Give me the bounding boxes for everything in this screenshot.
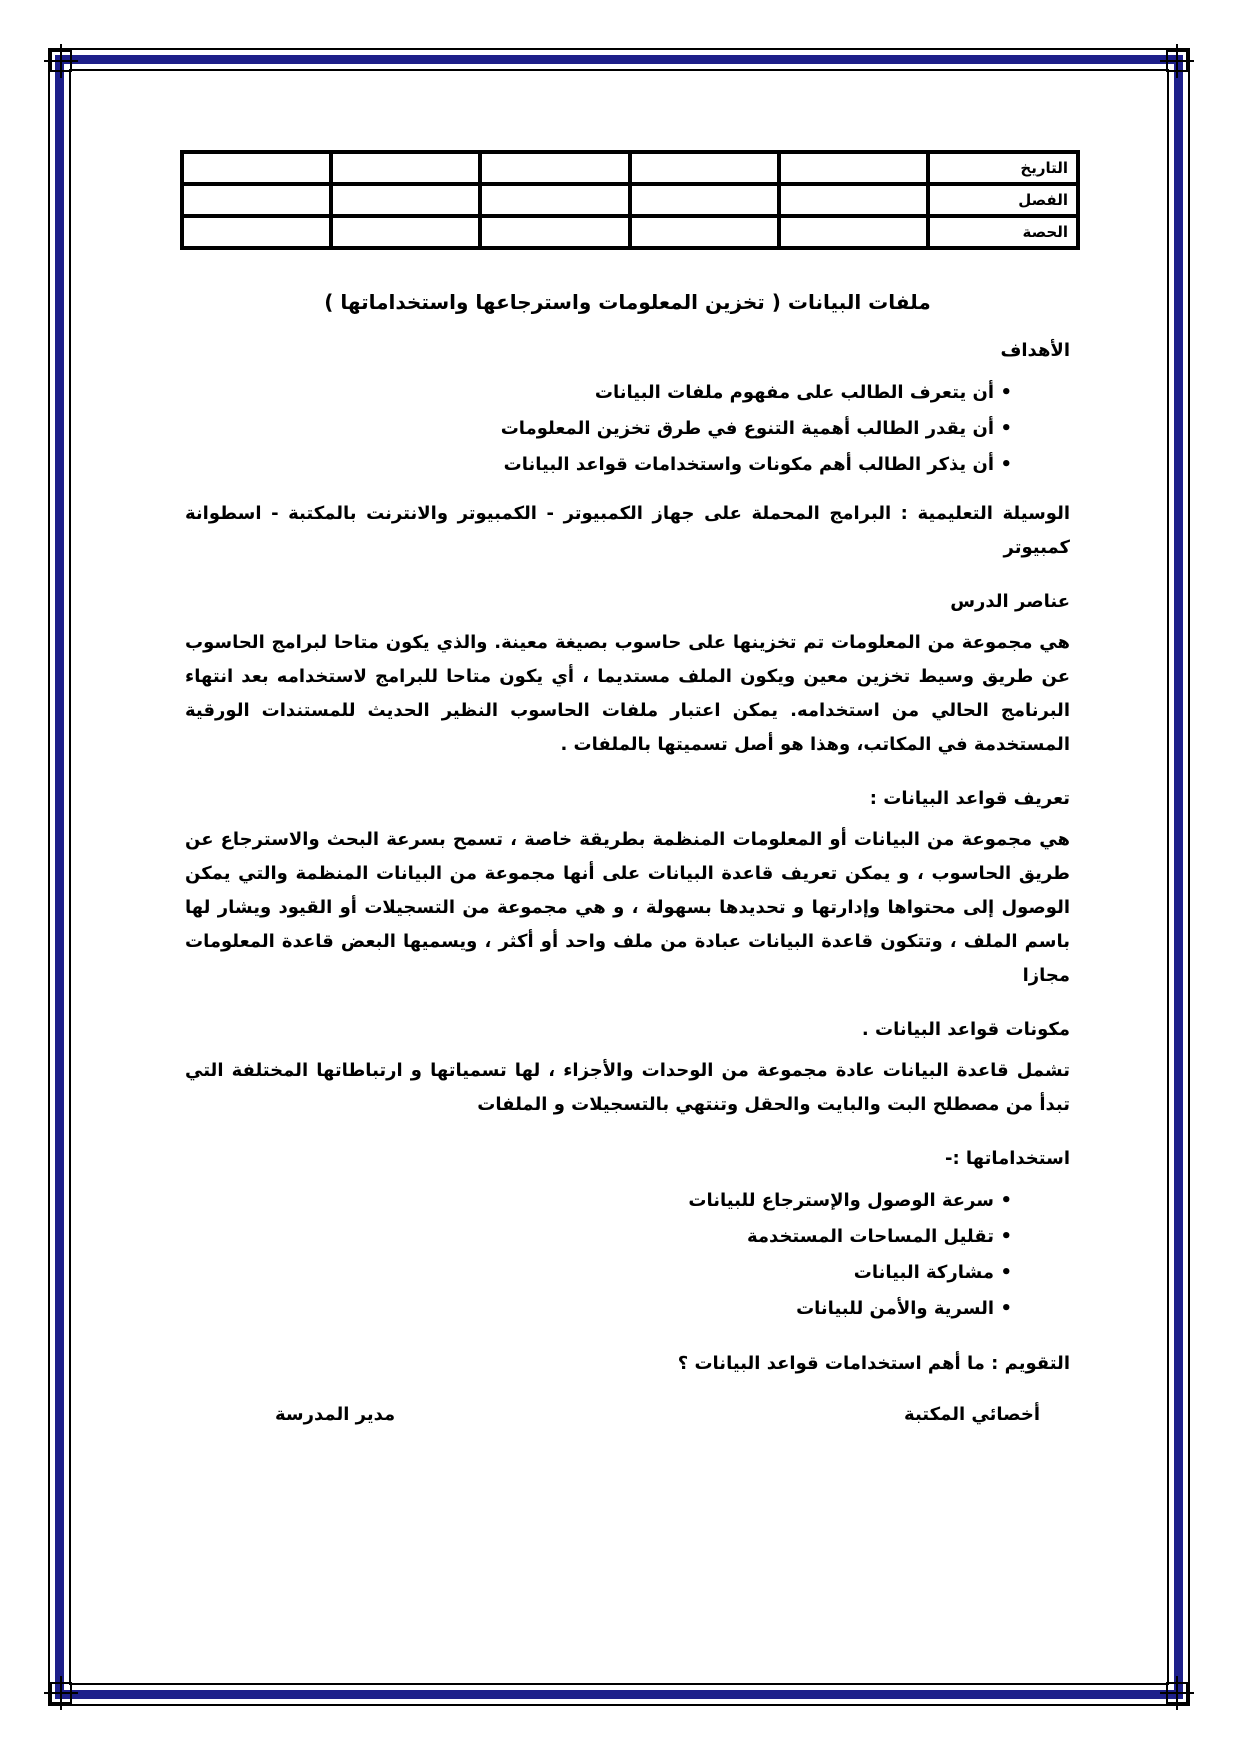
list-item: • السرية والأمن للبيانات bbox=[185, 1291, 1070, 1327]
table-cell bbox=[182, 216, 331, 248]
lesson-elements-heading: عناصر الدرس bbox=[950, 591, 1070, 612]
table-row bbox=[182, 152, 1078, 184]
table-row bbox=[182, 216, 1078, 248]
table-cell bbox=[480, 216, 629, 248]
principal-signature: مدير المدرسة bbox=[275, 1404, 396, 1425]
database-components-paragraph: تشمل قاعدة البيانات عادة مجموعة من الوحدات والأجزاء ، لها تسمياتها و ارتباطاتها المختلفة التي تبدأ من مصطلح البت والبايت والحقل وتنتهي بالتسجيلات و الملفات bbox=[185, 1060, 1070, 1115]
corner-ornament-icon bbox=[50, 50, 72, 72]
table-cell bbox=[331, 184, 480, 216]
table-cell bbox=[779, 152, 928, 184]
lesson-info-table bbox=[180, 150, 1080, 250]
list-item: • مشاركة البيانات bbox=[185, 1255, 1070, 1291]
lesson-elements-paragraph: هي مجموعة من المعلومات تم تخزينها على حاسوب بصيغة معينة. والذي يكون متاحا لبرامج الحاسوب عن طريق وسيط تخزين معين ويكون الملف مستديما ، أي يكون متاحا للبرامج لاستخدامه بعد انتهاء البرنامج الحالي من استخدامه. يمكن اعتبار ملفات الحاسوب النظير الحديث للمستندات الورقية المستخدمة في المكاتب، وهذا هو أصل تسميتها بالملفات . bbox=[185, 632, 1070, 755]
objectives-heading: الأهداف bbox=[1000, 340, 1070, 361]
table-cell bbox=[331, 152, 480, 184]
list-item: • سرعة الوصول والإسترجاع للبيانات bbox=[185, 1183, 1070, 1219]
document-body bbox=[185, 150, 1070, 1444]
uses-heading: استخداماتها :- bbox=[945, 1148, 1070, 1169]
table-cell bbox=[331, 216, 480, 248]
signatures bbox=[185, 1404, 1070, 1444]
database-definition-paragraph: هي مجموعة من البيانات أو المعلومات المنظمة بطريقة خاصة ، تسمح بسرعة البحث والاسترجاع عن طريق الحاسوب ، و يمكن تعريف قاعدة البيانات على أنها مجموعة من البيانات المنظمة والتي يمكن الوصول إلى محتواها وإدارتها و تحديدها بسهولة ، و هي مجموعة من التسجيلات أو القيود ويشار لها باسم الملف ، وتتكون قاعدة البيانات عبادة من ملف واحد أو أكثر ، ويسميها البعض قاعدة المعلومات مجازا bbox=[185, 829, 1070, 986]
evaluation: التقويم : ما أهم استخدامات قواعد البيانات ؟ bbox=[677, 1353, 1070, 1374]
table-cell bbox=[480, 184, 629, 216]
corner-ornament-icon bbox=[1166, 50, 1188, 72]
list-item: • تقليل المساحات المستخدمة bbox=[185, 1219, 1070, 1255]
table-cell bbox=[182, 184, 331, 216]
class-label: الفصل bbox=[928, 184, 1078, 216]
table-cell bbox=[630, 152, 779, 184]
table-cell bbox=[480, 152, 629, 184]
table-cell bbox=[182, 152, 331, 184]
table-cell bbox=[779, 184, 928, 216]
table-row bbox=[182, 184, 1078, 216]
librarian-signature: أخصائي المكتبة bbox=[904, 1404, 1040, 1425]
period-label: الحصة bbox=[928, 216, 1078, 248]
corner-ornament-icon bbox=[1166, 1682, 1188, 1704]
lesson-title: ملفات البيانات ( تخزين المعلومات واسترجاعها واستخداماتها ) bbox=[324, 290, 931, 314]
date-label: التاريخ bbox=[928, 152, 1078, 184]
table-cell bbox=[630, 216, 779, 248]
objectives-list bbox=[185, 375, 1070, 483]
database-components-heading: مكونات قواعد البيانات . bbox=[861, 1019, 1070, 1040]
teaching-aids: الوسيلة التعليمية : البرامج المحملة على جهاز الكمبيوتر - الكمبيوتر والانترنت بالمكتبة - اسطوانة كمبيوتر bbox=[185, 503, 1070, 558]
list-item: • أن يتعرف الطالب على مفهوم ملفات البيانات bbox=[185, 375, 1070, 411]
corner-ornament-icon bbox=[50, 1682, 72, 1704]
list-item: • أن يذكر الطالب أهم مكونات واستخدامات قواعد البيانات bbox=[185, 447, 1070, 483]
database-definition-heading: تعريف قواعد البيانات : bbox=[869, 788, 1070, 809]
list-item: • أن يقدر الطالب أهمية التنوع في طرق تخزين المعلومات bbox=[185, 411, 1070, 447]
table-cell bbox=[779, 216, 928, 248]
table-cell bbox=[630, 184, 779, 216]
uses-list bbox=[185, 1183, 1070, 1327]
